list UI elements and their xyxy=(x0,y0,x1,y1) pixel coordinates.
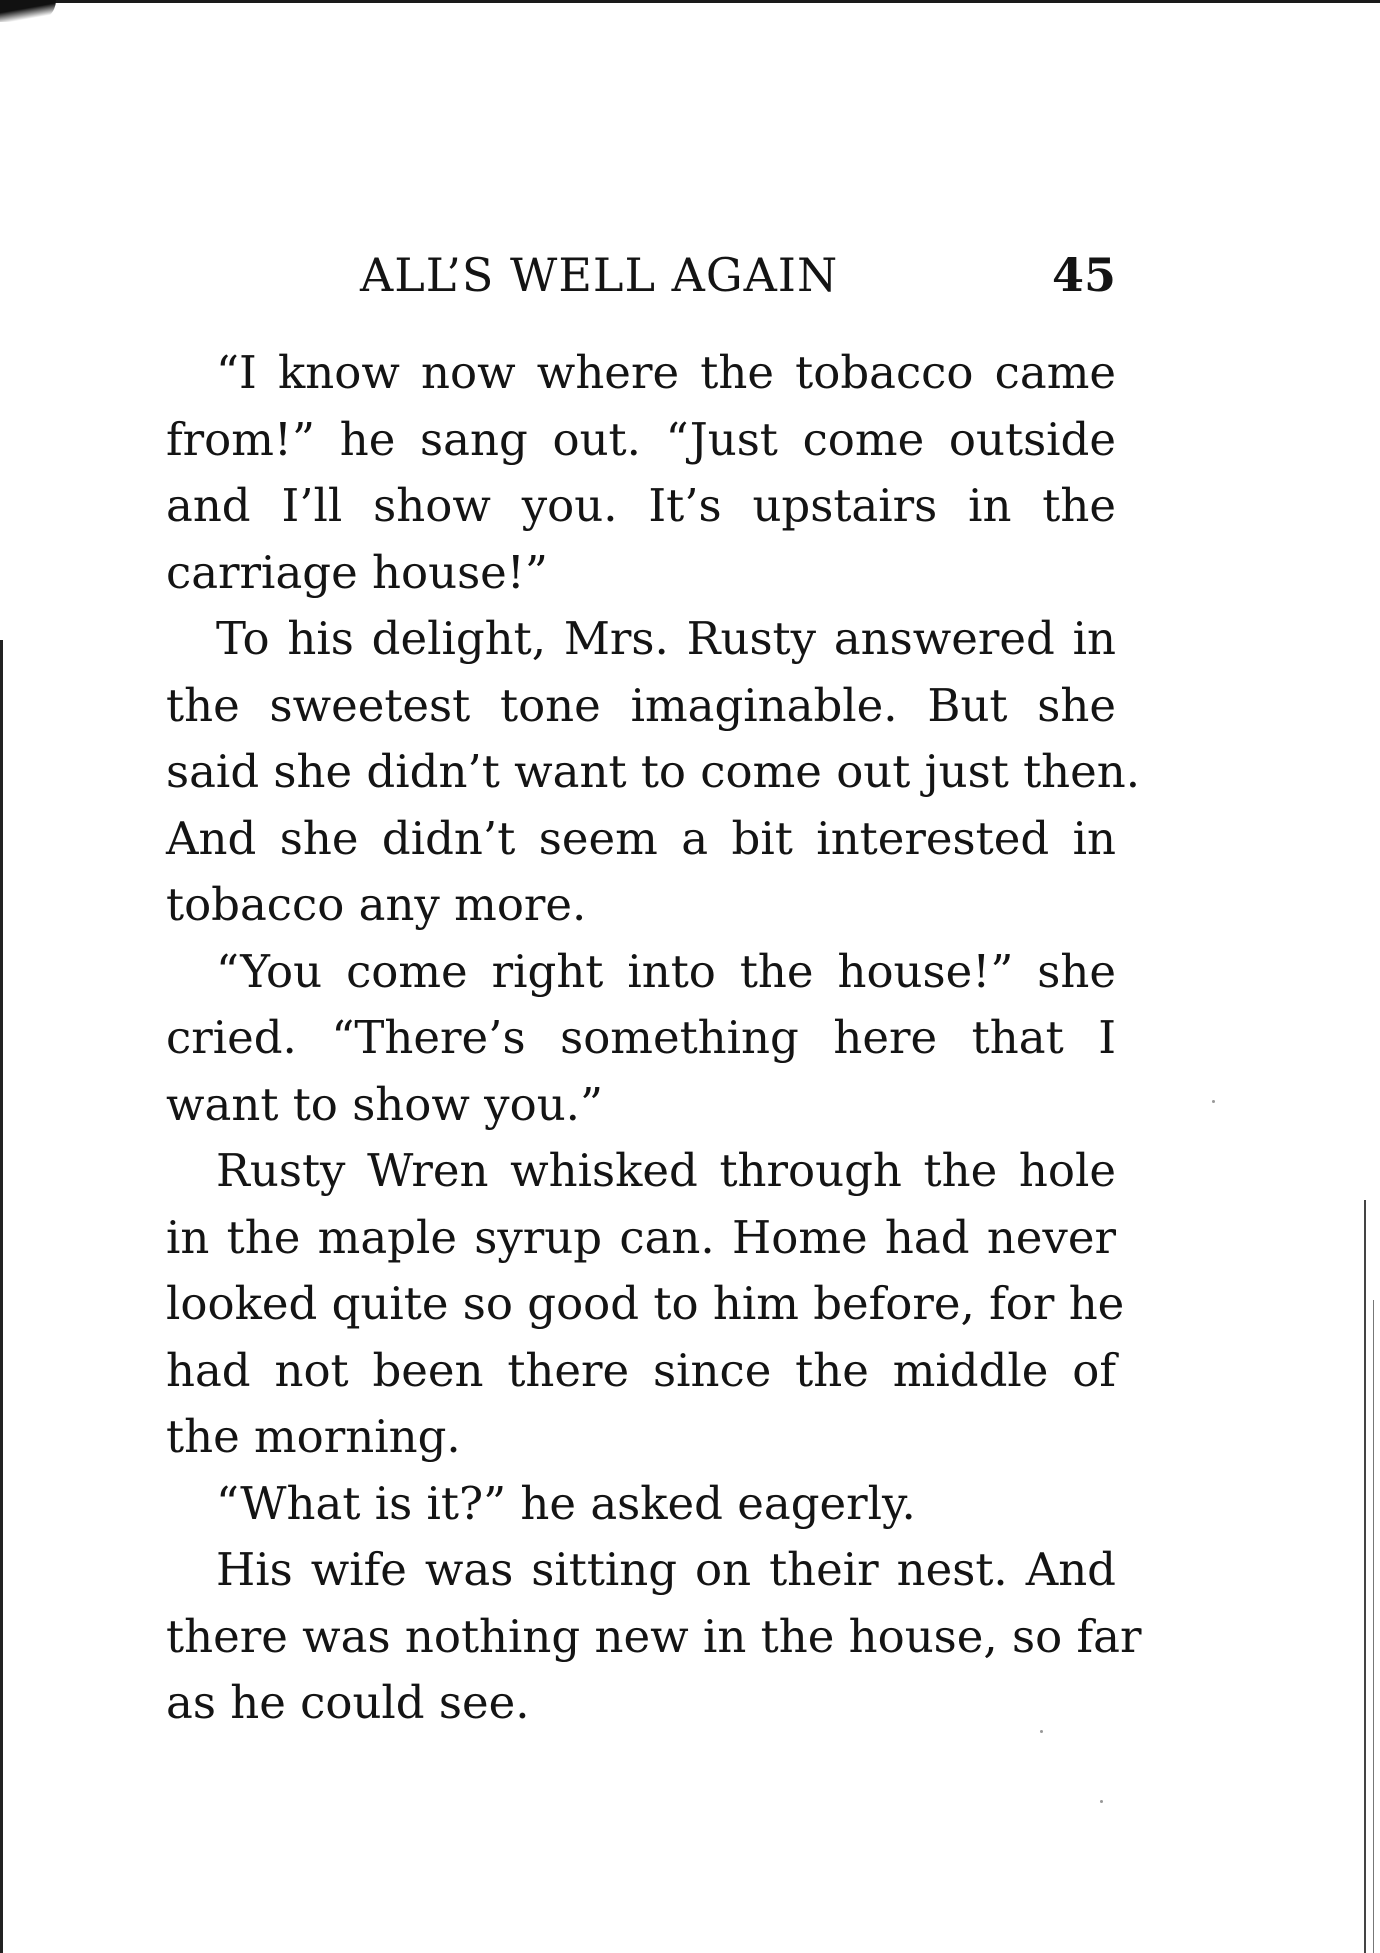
text-line: carriage house!” xyxy=(166,545,548,599)
scan-speck xyxy=(1212,1100,1215,1103)
text-line: “You come right into the house!” she xyxy=(216,944,1116,998)
text-line: looked quite so good to him before, for he xyxy=(166,1277,1125,1330)
text-line: And she didn’t seem a bit interested in xyxy=(166,811,1116,865)
text-line: had not been there since the middle of xyxy=(166,1343,1116,1397)
body-text xyxy=(166,340,1142,1737)
text-line: To his delight, Mrs. Rusty answered in xyxy=(216,612,1116,665)
scan-corner-mark xyxy=(0,0,56,22)
text-line: cried. “There’s something here that I xyxy=(166,1011,1116,1064)
scan-top-edge xyxy=(0,0,1380,3)
running-title: ALL’S WELL AGAIN xyxy=(360,248,839,302)
scan-left-edge xyxy=(0,640,3,1953)
text-line: the morning. xyxy=(166,1410,461,1463)
scan-speck xyxy=(1100,1800,1103,1803)
text-line: from!” he sang out. “Just come outside xyxy=(166,412,1116,466)
text-line: in the maple syrup can. Home had never xyxy=(166,1210,1116,1264)
text-line: and I’ll show you. It’s upstairs in the xyxy=(166,479,1116,532)
text-line: as he could see. xyxy=(166,1676,530,1729)
text-line: said she didn’t want to come out just then. xyxy=(166,745,1141,798)
text-line: there was nothing new in the house, so far xyxy=(166,1609,1142,1663)
running-head xyxy=(166,248,1116,308)
text-line: His wife was sitting on their nest. And xyxy=(216,1543,1116,1596)
text-line: tobacco any more. xyxy=(166,878,587,931)
scan-right-edge-outer xyxy=(1373,1300,1374,1953)
page-number: 45 xyxy=(1051,248,1116,302)
scan-right-edge xyxy=(1364,1200,1366,1953)
text-line: the sweetest tone imaginable. But she xyxy=(166,678,1116,732)
text-line: want to show you.” xyxy=(166,1077,603,1131)
text-line: “What is it?” he asked eagerly. xyxy=(216,1476,916,1530)
text-line: “I know now where the tobacco came xyxy=(216,346,1116,399)
text-line: Rusty Wren whisked through the hole xyxy=(216,1144,1116,1197)
